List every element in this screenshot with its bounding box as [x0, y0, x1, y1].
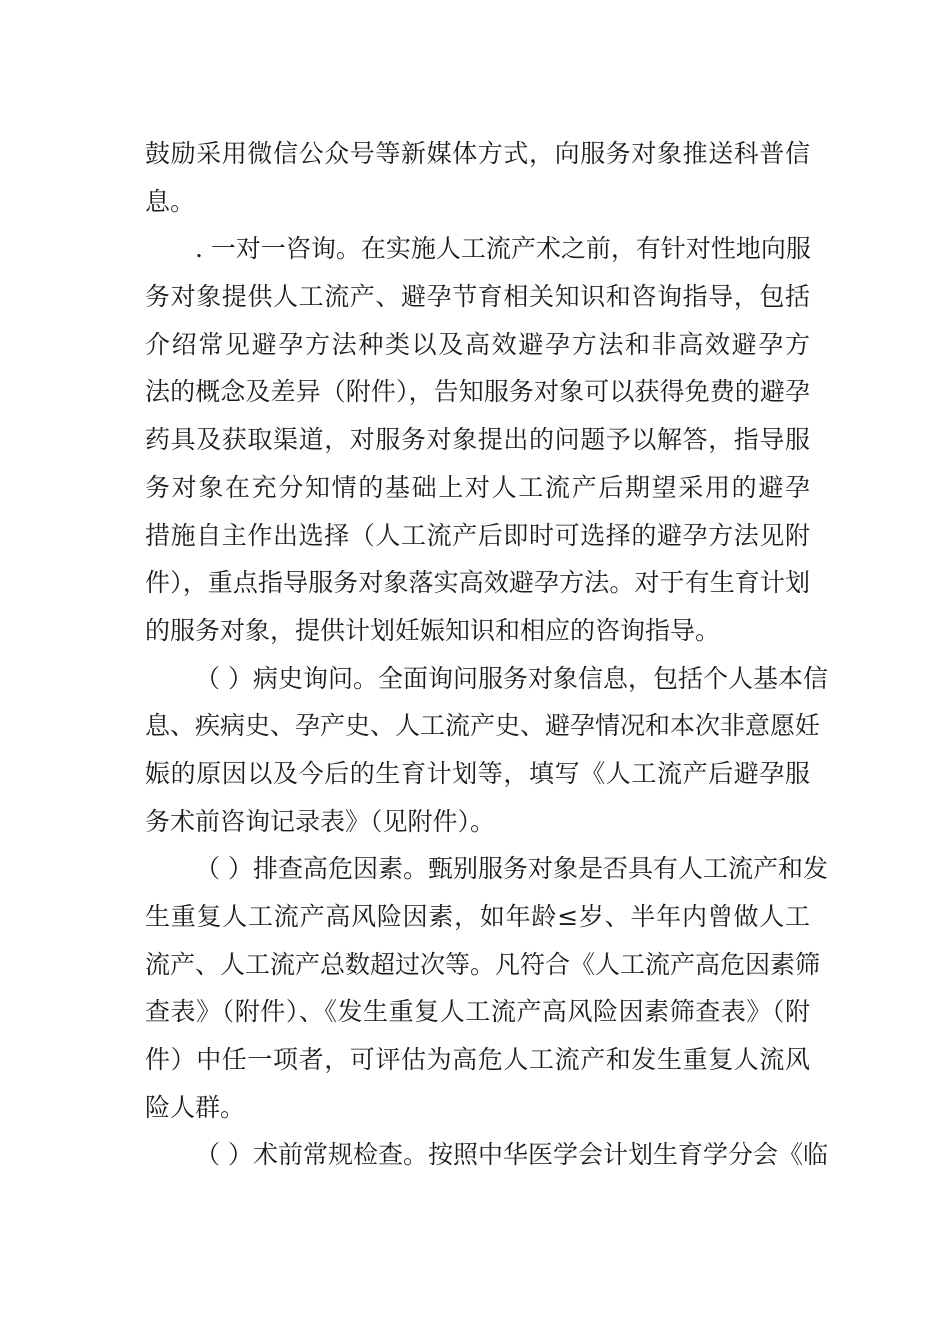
- text-line: （ ）术前常规检查。按照中华医学会计划生育学分会《临: [195, 1140, 828, 1170]
- text-line: 措施自主作出选择（人工流产后即时可选择的避孕方法见附: [145, 520, 810, 550]
- text-line: 法的概念及差异（附件），告知服务对象可以获得免费的避孕: [145, 377, 810, 407]
- text-line: 务对象提供人工流产、避孕节育相关知识和咨询指导，包括: [145, 282, 810, 312]
- text-line: 息、疾病史、孕产史、人工流产史、避孕情况和本次非意愿妊: [145, 711, 821, 741]
- text-line: 流产、人工流产总数超过次等。凡符合《人工流产高危因素筛: [145, 949, 821, 979]
- text-line: （ ）排查高危因素。甄别服务对象是否具有人工流产和发: [195, 854, 828, 884]
- text-line: 鼓励采用微信公众号等新媒体方式，向服务对象推送科普信: [145, 139, 810, 168]
- text-line: 务术前咨询记录表》（见附件）。: [145, 806, 496, 836]
- text-line: 药具及获取渠道，对服务对象提出的问题予以解答，指导服: [145, 425, 810, 455]
- text-line: 务对象在充分知情的基础上对人工流产后期望采用的避孕: [145, 472, 810, 502]
- text-line: 件），重点指导服务对象落实高效避孕方法。对于有生育计划: [145, 568, 810, 598]
- text-line: 件）中任一项者，可评估为高危人工流产和发生重复人流风: [145, 1045, 810, 1075]
- text-line: 息。: [145, 186, 196, 216]
- document-body: [145, 130, 828, 1179]
- text-line: 娠的原因以及今后的生育计划等，填写《人工流产后避孕服: [145, 758, 810, 788]
- text-line: （ ）病史询问。全面询问服务对象信息，包括个人基本信: [195, 663, 828, 693]
- text-line: 生重复人工流产高风险因素，如年龄≤岁、半年内曾做人工: [145, 902, 810, 931]
- text-line: 查表》（附件）、《发生重复人工流产高风险因素筛查表》（附: [145, 997, 810, 1027]
- text-line: 的服务对象，提供计划妊娠知识和相应的咨询指导。: [145, 615, 721, 645]
- text-line: 险人群。: [145, 1092, 246, 1122]
- text-line: 介绍常见避孕方法种类以及高效避孕方法和非高效避孕方: [145, 329, 810, 359]
- text-line: . 一对一咨询。在实施人工流产术之前，有针对性地向服: [195, 234, 811, 264]
